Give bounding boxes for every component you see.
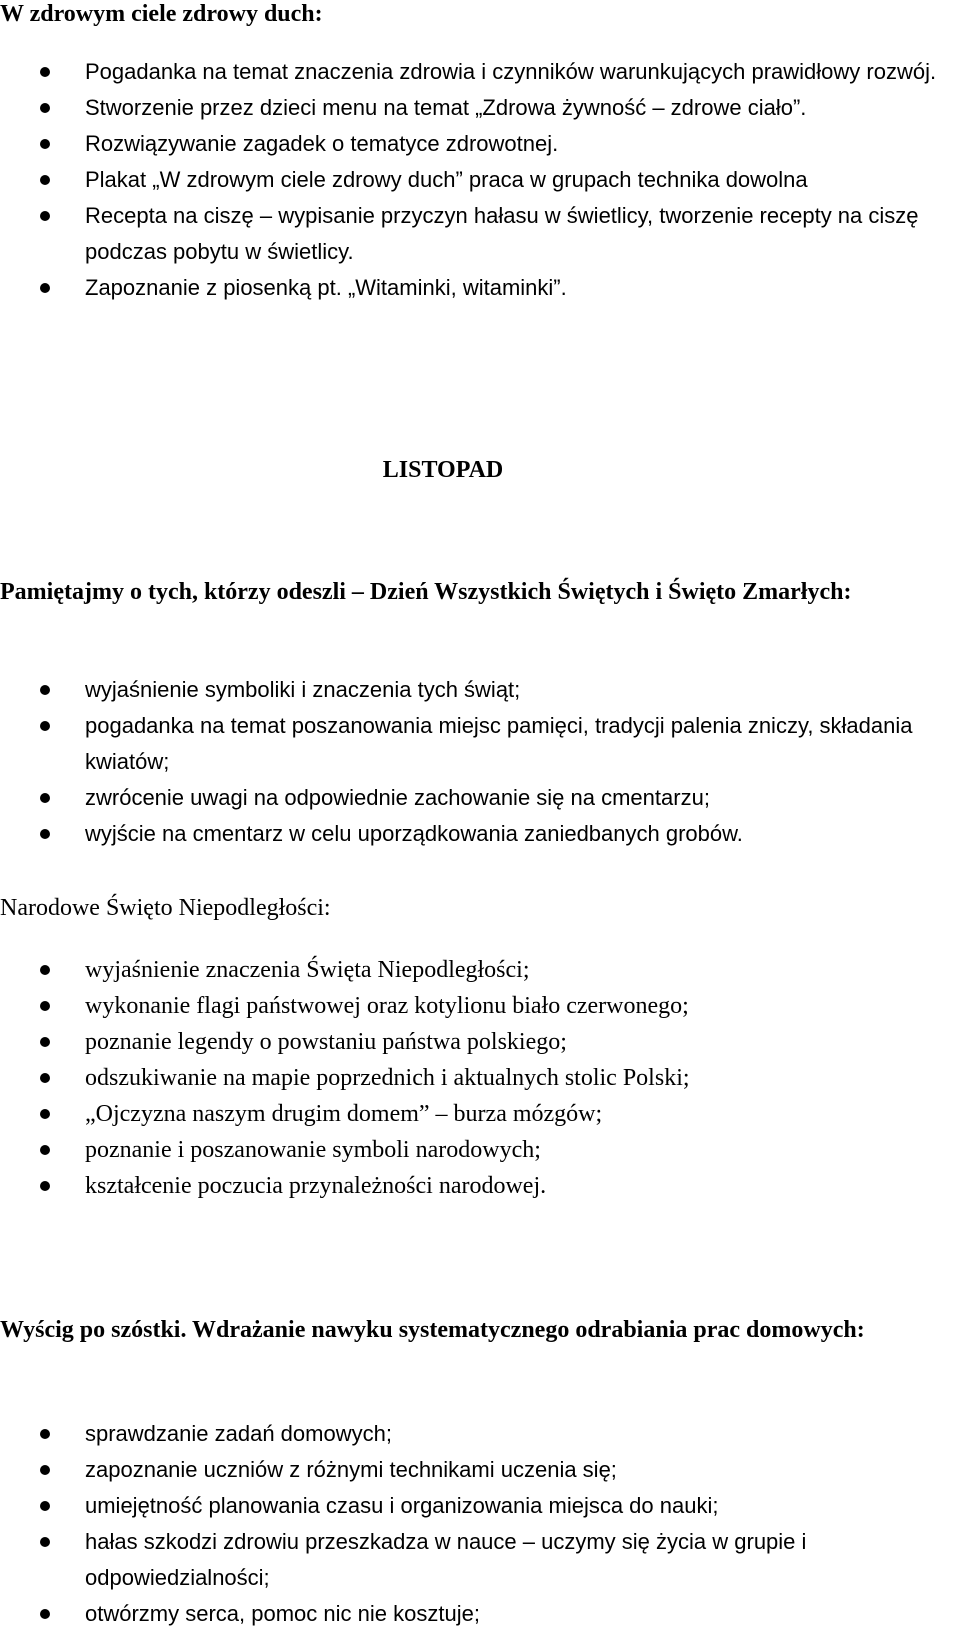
- bullet-icon: [40, 1181, 50, 1191]
- list-item: kształcenie poczucia przynależności narodowej.: [0, 1168, 960, 1204]
- list-item: odszukiwanie na mapie poprzednich i aktualnych stolic Polski;: [0, 1060, 960, 1096]
- list-item: zapoznanie uczniów z różnymi technikami uczenia się;: [0, 1452, 960, 1488]
- bullet-icon: [40, 211, 50, 221]
- list-item: poznanie legendy o powstaniu państwa polskiego;: [0, 1024, 960, 1060]
- bullet-icon: [40, 1609, 50, 1619]
- bullet-icon: [40, 139, 50, 149]
- list-item: poznanie i poszanowanie symboli narodowych;: [0, 1132, 960, 1168]
- section-heading-all-saints: Pamiętajmy o tych, którzy odeszli – Dzień Wszystkich Świętych i Święto Zmarłych:: [0, 579, 852, 605]
- bullet-icon: [40, 721, 50, 731]
- bullet-icon: [40, 1145, 50, 1155]
- section-heading-homework: Wyścig po szóstki. Wdrażanie nawyku systematycznego odrabiania prac domowych:: [0, 1317, 865, 1343]
- list-item: Pogadanka na temat znaczenia zdrowia i czynników warunkujących prawidłowy rozwój.: [0, 54, 960, 90]
- list-health: [0, 54, 960, 306]
- bullet-icon: [40, 829, 50, 839]
- bullet-icon: [40, 67, 50, 77]
- bullet-icon: [40, 685, 50, 695]
- list-homework: [0, 1416, 960, 1632]
- bullet-icon: [40, 283, 50, 293]
- list-item: zwrócenie uwagi na odpowiednie zachowanie się na cmentarzu;: [0, 780, 960, 816]
- list-item: hałas szkodzi zdrowiu przeszkadza w nauce – uczymy się życia w grupie i odpowiedzialności;: [0, 1524, 960, 1596]
- list-item: umiejętność planowania czasu i organizowania miejsca do nauki;: [0, 1488, 960, 1524]
- list-all-saints: [0, 672, 960, 852]
- bullet-icon: [40, 1501, 50, 1511]
- section-heading-independence: Narodowe Święto Niepodległości:: [0, 895, 331, 921]
- list-item: wyjście na cmentarz w celu uporządkowania zaniedbanych grobów.: [0, 816, 960, 852]
- list-item: Recepta na ciszę – wypisanie przyczyn hałasu w świetlicy, tworzenie recepty na ciszę podczas pobytu w świetlicy.: [0, 198, 960, 270]
- bullet-icon: [40, 965, 50, 975]
- list-item: otwórzmy serca, pomoc nic nie kosztuje;: [0, 1596, 960, 1632]
- list-item: wyjaśnienie symboliki i znaczenia tych świąt;: [0, 672, 960, 708]
- list-item: Zapoznanie z piosenką pt. „Witaminki, witaminki”.: [0, 270, 960, 306]
- bullet-icon: [40, 1001, 50, 1011]
- bullet-icon: [40, 175, 50, 185]
- list-item: wykonanie flagi państwowej oraz kotylionu biało czerwonego;: [0, 988, 960, 1024]
- bullet-icon: [40, 1465, 50, 1475]
- bullet-icon: [40, 1073, 50, 1083]
- list-independence: [0, 952, 960, 1204]
- section-heading-health: W zdrowym ciele zdrowy duch:: [0, 1, 323, 27]
- list-item: „Ojczyzna naszym drugim domem” – burza mózgów;: [0, 1096, 960, 1132]
- bullet-icon: [40, 1109, 50, 1119]
- list-item: wyjaśnienie znaczenia Święta Niepodległości;: [0, 952, 960, 988]
- list-item: Rozwiązywanie zagadek o tematyce zdrowotnej.: [0, 126, 960, 162]
- list-item: sprawdzanie zadań domowych;: [0, 1416, 960, 1452]
- list-item: Plakat „W zdrowym ciele zdrowy duch” praca w grupach technika dowolna: [0, 162, 960, 198]
- bullet-icon: [40, 793, 50, 803]
- month-title: LISTOPAD: [382, 457, 504, 483]
- bullet-icon: [40, 1037, 50, 1047]
- bullet-icon: [40, 103, 50, 113]
- list-item: pogadanka na temat poszanowania miejsc pamięci, tradycji palenia zniczy, składania kwiatów;: [0, 708, 960, 780]
- bullet-icon: [40, 1429, 50, 1439]
- list-item: Stworzenie przez dzieci menu na temat „Zdrowa żywność – zdrowe ciało”.: [0, 90, 960, 126]
- bullet-icon: [40, 1537, 50, 1547]
